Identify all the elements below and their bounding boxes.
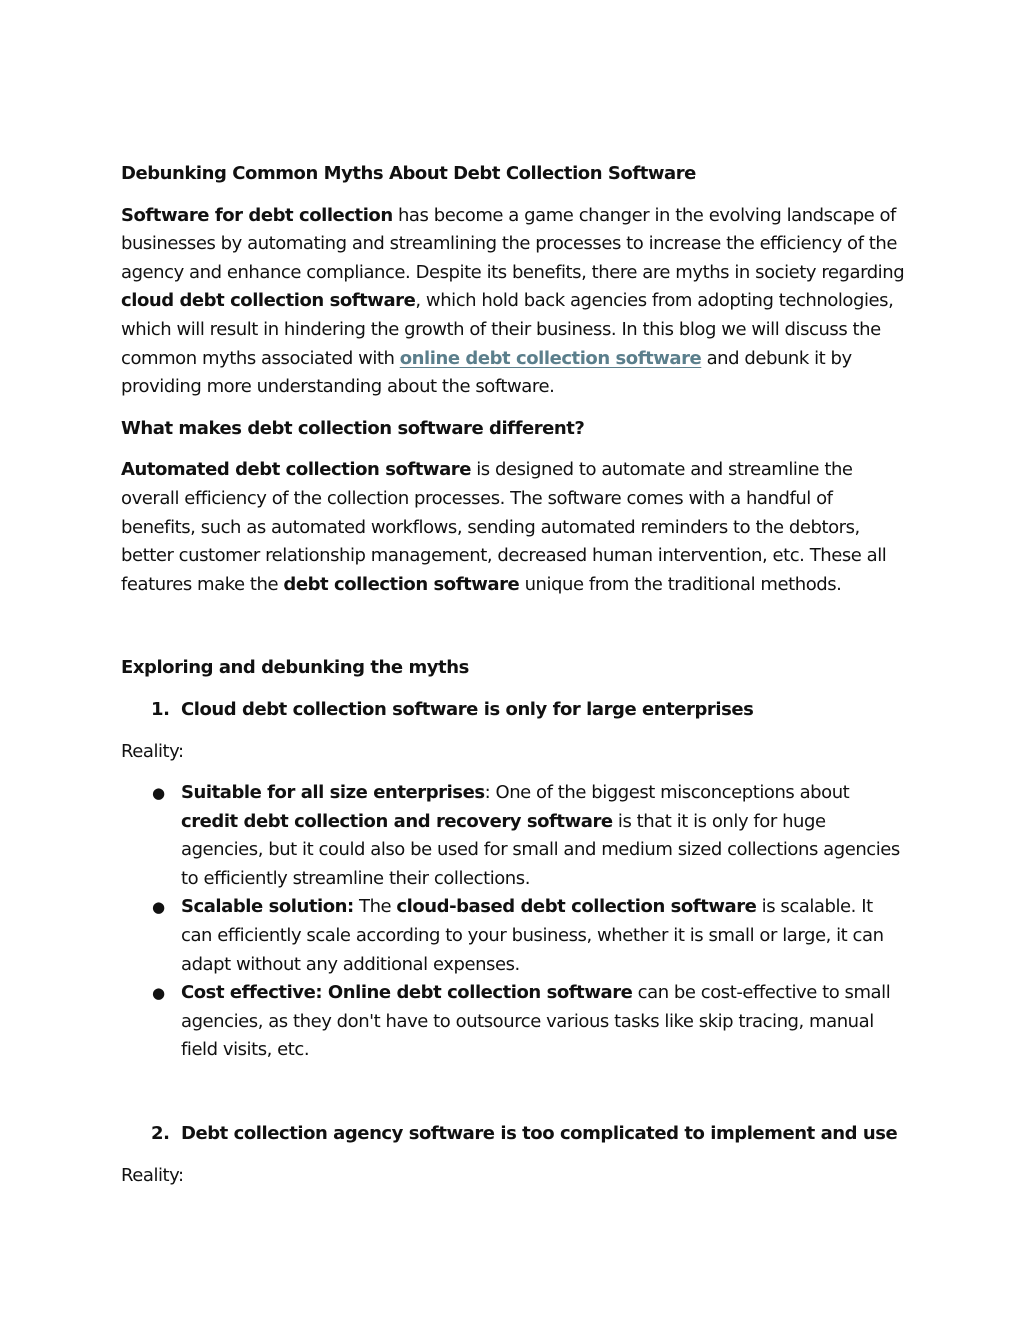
bullet-icon: ● <box>152 784 165 803</box>
reality-label-2: Reality: <box>121 1164 184 1186</box>
list-item <box>121 893 906 979</box>
intro-paragraph <box>121 202 906 402</box>
document-page <box>121 160 906 1190</box>
different-text-2: unique from the traditional methods. <box>519 573 842 595</box>
intro-bold-2: cloud debt collection software <box>121 290 416 312</box>
myth-2-title: Debt collection agency software is too complicated to implement and use <box>181 1123 898 1145</box>
list-item <box>121 779 906 893</box>
section-heading-different: What makes debt collection software different? <box>121 417 585 439</box>
bullet-1-bold-2: credit debt collection and recovery software <box>181 810 613 832</box>
list-item <box>121 979 906 1065</box>
intro-bold-1: Software for debt collection <box>121 204 393 226</box>
bullet-1-text-1: : One of the biggest misconceptions about <box>484 782 850 804</box>
online-debt-collection-link[interactable]: online debt collection software <box>399 347 702 369</box>
document-title: Debunking Common Myths About Debt Collection Software <box>121 163 696 184</box>
bullet-3-bold: Cost effective: Online debt collection software <box>181 982 633 1004</box>
reality-1-bullet-list <box>121 779 906 1065</box>
bullet-1-bold: Suitable for all size enterprises <box>181 782 485 804</box>
myth-1-heading <box>121 696 906 725</box>
different-bold-1: Automated debt collection software <box>121 459 471 481</box>
different-bold-2: debt collection software <box>283 573 520 595</box>
bullet-2-text-2: is scalable. It can efficiently scale according to your business, whether it is small or large, it can adapt without any additional expenses. <box>181 896 884 975</box>
bullet-2-bold: Scalable solution: <box>181 896 354 918</box>
bullet-icon: ● <box>152 984 165 1003</box>
myth-1-number: 1. <box>151 698 170 720</box>
bullet-2-bold-2: cloud-based debt collection software <box>396 896 757 918</box>
myth-2-heading <box>121 1120 906 1149</box>
myth-2-number: 2. <box>151 1123 170 1145</box>
intro-text-2: , which hold back agencies from adopting technologies, which will result in hindering the growth of their business. In this blog we will discuss the common myths associated with <box>121 290 894 369</box>
myth-1-title: Cloud debt collection software is only for large enterprises <box>181 698 754 720</box>
bullet-icon: ● <box>152 898 165 917</box>
section-different-paragraph <box>121 456 906 599</box>
section-heading-myths: Exploring and debunking the myths <box>121 657 469 679</box>
bullet-2-text-1: The <box>353 896 397 918</box>
intro-text-1: has become a game changer in the evolving landscape of businesses by automating and streamlining the processes to increase the efficiency of the agency and enhance compliance. Despite its benefits, there are myths in society regarding <box>121 204 905 283</box>
different-text-1: is designed to automate and streamline the overall efficiency of the collection processes. The software comes with a handful of benefits, such as automated workflows, sending automated reminders to the debtors, better customer relationship management, decreased human intervention, etc. These all features make the <box>121 459 887 595</box>
intro-text-3: and debunk it by providing more understanding about the software. <box>121 347 852 398</box>
bullet-3-text-1: can be cost-effective to small agencies, as they don't have to outsource various tasks like skip tracing, manual field visits, etc. <box>181 982 891 1061</box>
bullet-1-text-2: is that it is only for huge agencies, but it could also be used for small and medium sized collections agencies to efficiently streamline their collections. <box>181 810 900 889</box>
reality-label-1: Reality: <box>121 740 184 762</box>
